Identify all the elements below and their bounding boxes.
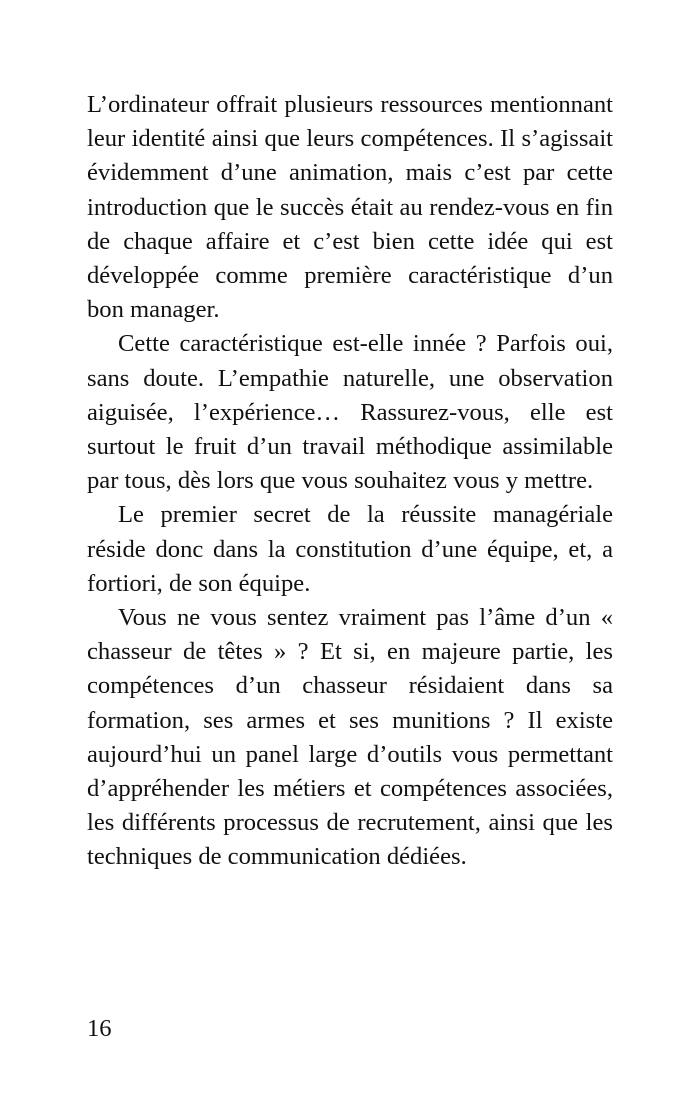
paragraph-4: Vous ne vous sentez vraiment pas l’âme d’un « chasseur de têtes » ? Et si, en majeure partie, les compétences d’un chasseur résidaient dans sa formation, ses armes et ses munitions ? Il existe aujourd’hui un panel large d’outils vous permettant d’appréhender les métiers et compétences associées, les différents processus de recrutement, ainsi que les techniques de communication dédiées. xyxy=(87,604,613,871)
paragraph-3: Le premier secret de la réussite managériale réside donc dans la constitution d’une équipe, et, a fortiori, de son équipe. xyxy=(87,501,613,597)
paragraph-1: L’ordinateur offrait plusieurs ressources mentionnant leur identité ainsi que leurs compétences. Il s’agissait évidemment d’une animation, mais c’est par cette introduction que le succès était au rendez-vous en fin de chaque affaire et c’est bien cette idée qui est développée comme première caractéristique d’un bon manager. xyxy=(87,91,613,324)
page-number: 16 xyxy=(87,1015,112,1042)
paragraph-2: Cette caractéristique est-elle innée ? Parfois oui, sans doute. L’empathie naturelle, une observation aiguisée, l’expérience… Rassurez-vous, elle est surtout le fruit d’un travail méthodique assimilable par tous, dès lors que vous souhaitez vous y mettre. xyxy=(87,330,613,495)
body-text xyxy=(87,88,613,875)
